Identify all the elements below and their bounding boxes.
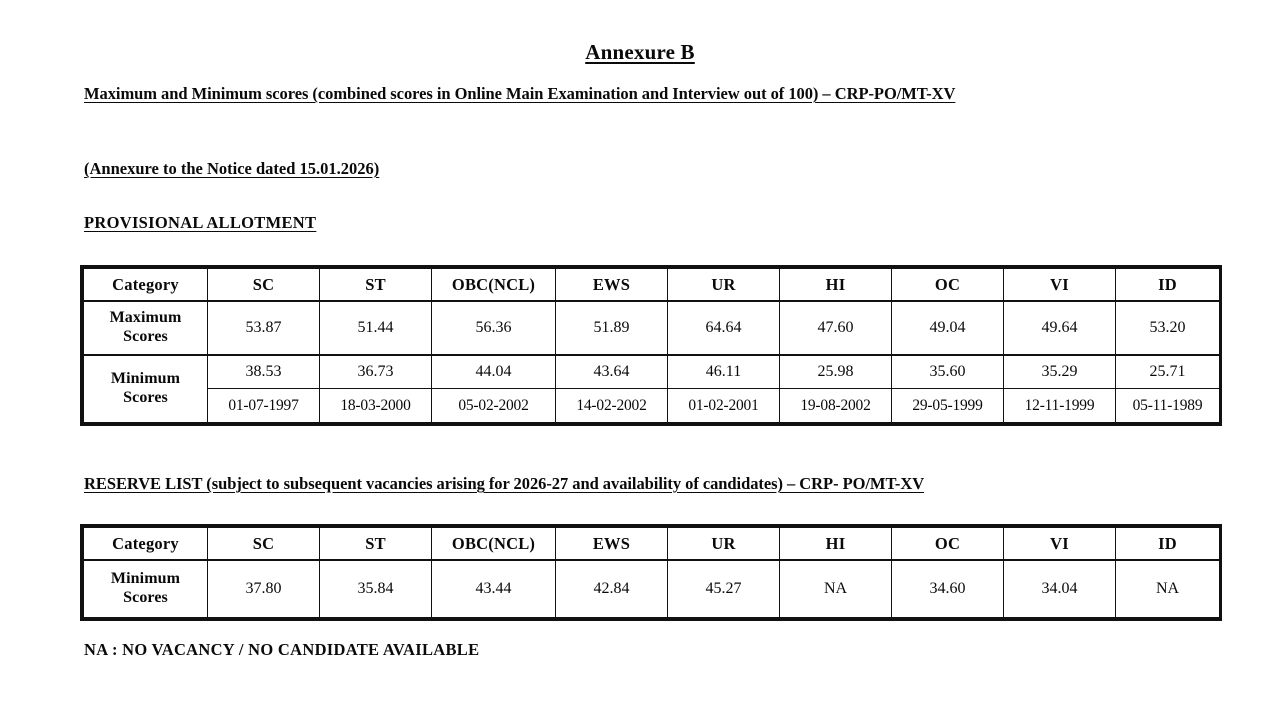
column-header-vi: VI <box>1004 528 1116 561</box>
column-header-st: ST <box>320 528 432 561</box>
column-header-ews: EWS <box>556 528 668 561</box>
column-header-hi: HI <box>780 528 892 561</box>
column-header-ews: EWS <box>556 269 668 302</box>
column-header-hi: HI <box>780 269 892 302</box>
provisional-allotment-heading: PROVISIONAL ALLOTMENT <box>84 213 317 232</box>
cell-min-id: 25.71 <box>1116 355 1220 389</box>
column-header-st: ST <box>320 269 432 302</box>
cell-date-sc: 01-07-1997 <box>208 389 320 423</box>
cell-date-ews: 14-02-2002 <box>556 389 668 423</box>
column-header-id: ID <box>1116 528 1220 561</box>
notice-reference-line: (Annexure to the Notice dated 15.01.2026) <box>84 159 380 178</box>
column-header-category: Category <box>84 528 208 561</box>
column-header-id: ID <box>1116 269 1220 302</box>
table-header-row <box>84 528 1220 561</box>
row-label-line-2: Scores <box>123 328 168 345</box>
column-header-ur: UR <box>668 269 780 302</box>
cell-max-id: 53.20 <box>1116 301 1220 355</box>
column-header-obc-ncl: OBC(NCL) <box>432 269 556 302</box>
column-header-oc: OC <box>892 528 1004 561</box>
cell-max-hi: 47.60 <box>780 301 892 355</box>
cell-reserve-min-sc: 37.80 <box>208 560 320 618</box>
column-header-vi: VI <box>1004 269 1116 302</box>
row-label-minimum-scores <box>84 560 208 618</box>
row-label-line-2: Scores <box>123 389 168 406</box>
row-label-line-1: Maximum <box>109 309 182 327</box>
na-legend-note: NA : NO VACANCY / NO CANDIDATE AVAILABLE <box>84 640 480 659</box>
cell-reserve-min-ews: 42.84 <box>556 560 668 618</box>
cell-reserve-min-ur: 45.27 <box>668 560 780 618</box>
document-subtitle: Maximum and Minimum scores (combined scores in Online Main Examination and Interview out of 100) – CRP-PO/MT-XV <box>84 84 956 103</box>
cell-min-ur: 46.11 <box>668 355 780 389</box>
cell-min-ews: 43.64 <box>556 355 668 389</box>
column-header-category: Category <box>84 269 208 302</box>
cell-reserve-min-hi: NA <box>780 560 892 618</box>
cell-min-obc-ncl: 44.04 <box>432 355 556 389</box>
cell-reserve-min-vi: 34.04 <box>1004 560 1116 618</box>
column-header-obc-ncl: OBC(NCL) <box>432 528 556 561</box>
row-label-line-1: Minimum <box>110 570 181 588</box>
table-row-minimum-scores <box>84 560 1220 618</box>
cell-min-st: 36.73 <box>320 355 432 389</box>
page-title-text: Annexure B <box>585 40 695 64</box>
column-header-sc: SC <box>208 528 320 561</box>
cell-reserve-min-st: 35.84 <box>320 560 432 618</box>
table-row-maximum-scores <box>84 301 1220 355</box>
cell-max-sc: 53.87 <box>208 301 320 355</box>
cell-max-obc-ncl: 56.36 <box>432 301 556 355</box>
cell-min-sc: 38.53 <box>208 355 320 389</box>
row-label-maximum-scores <box>84 301 208 355</box>
cell-max-vi: 49.64 <box>1004 301 1116 355</box>
cell-date-obc-ncl: 05-02-2002 <box>432 389 556 423</box>
cell-reserve-min-oc: 34.60 <box>892 560 1004 618</box>
column-header-oc: OC <box>892 269 1004 302</box>
column-header-sc: SC <box>208 269 320 302</box>
table-row-minimum-score-dates <box>84 389 1220 423</box>
cell-max-ur: 64.64 <box>668 301 780 355</box>
cell-date-oc: 29-05-1999 <box>892 389 1004 423</box>
cell-min-hi: 25.98 <box>780 355 892 389</box>
cell-date-vi: 12-11-1999 <box>1004 389 1116 423</box>
cell-reserve-min-obc-ncl: 43.44 <box>432 560 556 618</box>
cell-date-id: 05-11-1989 <box>1116 389 1220 423</box>
row-label-line-2: Scores <box>123 589 168 606</box>
reserve-list-table <box>80 524 1222 621</box>
table-row-minimum-scores <box>84 355 1220 389</box>
cell-reserve-min-id: NA <box>1116 560 1220 618</box>
row-label-minimum-scores <box>84 355 208 423</box>
reserve-list-heading: RESERVE LIST (subject to subsequent vacancies arising for 2026-27 and availability of candidates) – CRP- PO/MT-XV <box>84 474 925 493</box>
cell-date-hi: 19-08-2002 <box>780 389 892 423</box>
cell-min-oc: 35.60 <box>892 355 1004 389</box>
table-header-row <box>84 269 1220 302</box>
provisional-allotment-table <box>80 265 1222 426</box>
column-header-ur: UR <box>668 528 780 561</box>
row-label-line-1: Minimum <box>110 370 181 388</box>
cell-date-st: 18-03-2000 <box>320 389 432 423</box>
cell-max-st: 51.44 <box>320 301 432 355</box>
cell-max-oc: 49.04 <box>892 301 1004 355</box>
cell-min-vi: 35.29 <box>1004 355 1116 389</box>
page-title <box>0 40 1280 65</box>
cell-date-ur: 01-02-2001 <box>668 389 780 423</box>
cell-max-ews: 51.89 <box>556 301 668 355</box>
